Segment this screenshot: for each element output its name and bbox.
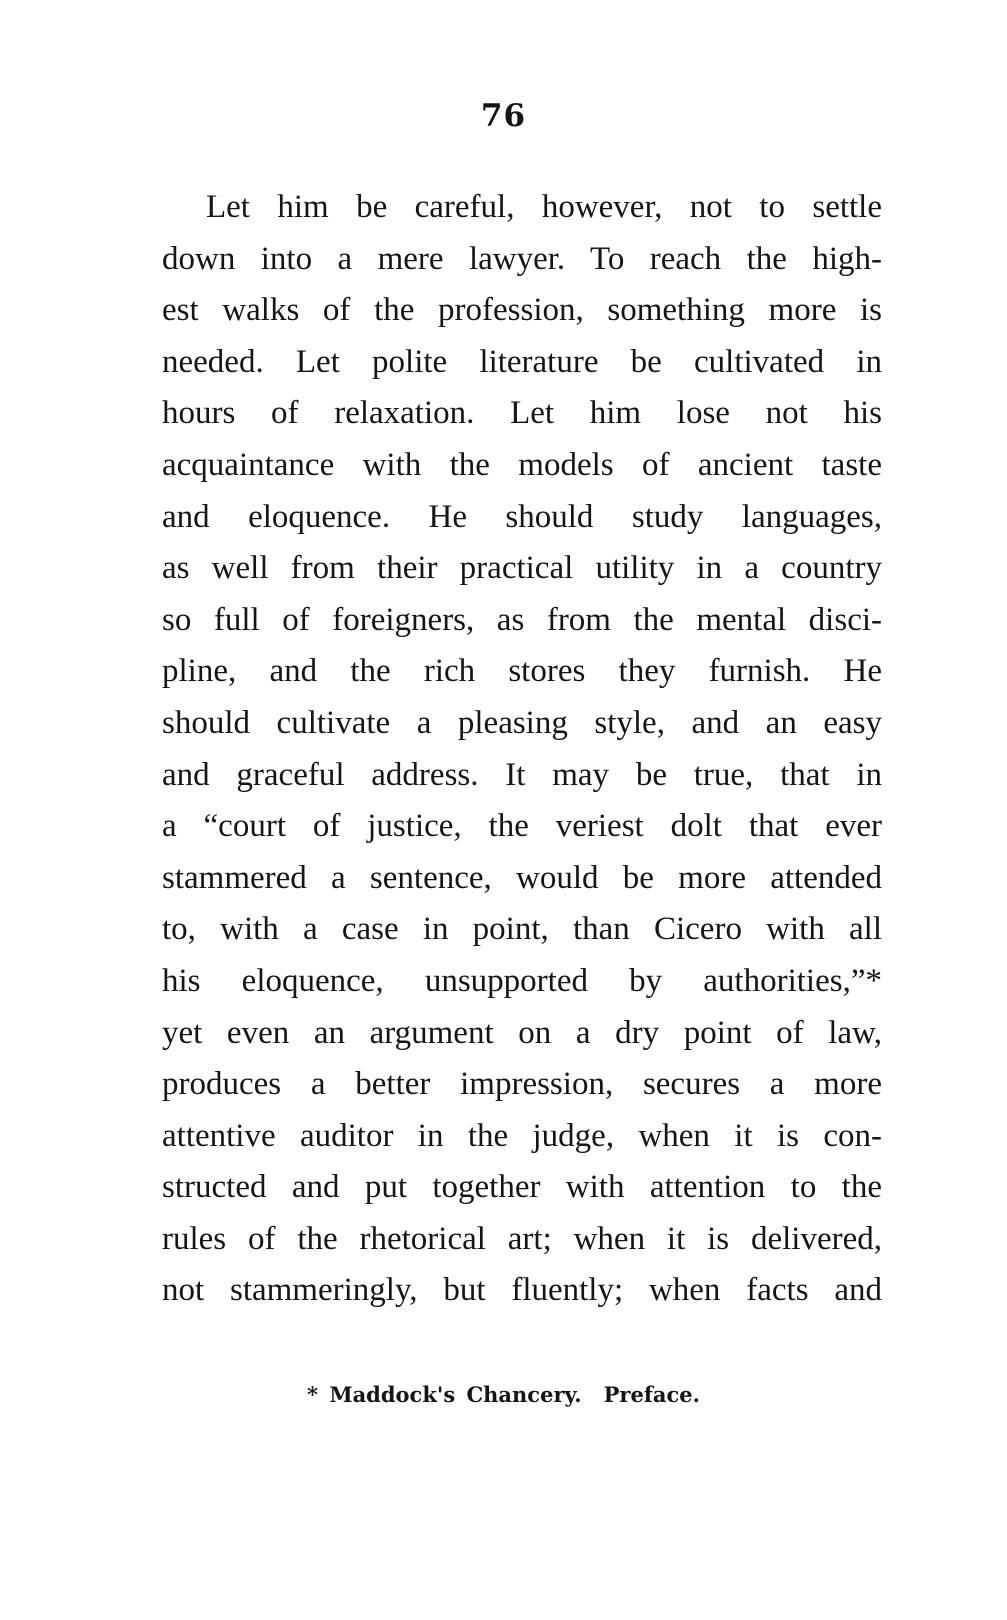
body-text	[162, 182, 882, 1317]
text-line: to, with a case in point, than Cicero with all	[162, 911, 882, 948]
text-line: yet even an argument on a dry point of law,	[162, 1014, 882, 1051]
text-line: and eloquence. He should study languages,	[162, 498, 882, 535]
text-line: and graceful address. It may be true, that in	[162, 756, 882, 793]
text-line: Let him be careful, however, not to settle	[206, 189, 882, 225]
text-line: pline, and the rich stores they furnish. He	[162, 653, 882, 690]
text-line: acquaintance with the models of ancient taste	[162, 446, 882, 483]
text-line: needed. Let polite literature be cultivated in	[162, 343, 882, 380]
text-line: rules of the rhetorical art; when it is delivered,	[162, 1220, 882, 1257]
text-line: attentive auditor in the judge, when it is con-	[162, 1117, 882, 1154]
text-line: down into a mere lawyer. To reach the high-	[162, 240, 882, 277]
footnote	[0, 1382, 1007, 1407]
text-line: est walks of the profession, something more is	[162, 292, 882, 329]
footnote-section: Preface.	[603, 1382, 700, 1407]
text-line: structed and put together with attention to the	[162, 1169, 882, 1206]
text-line: stammered a sentence, would be more attended	[162, 859, 882, 896]
text-line: not stammeringly, but fluently; when facts and	[162, 1272, 882, 1309]
page-number: 76	[480, 98, 527, 134]
text-line: hours of relaxation. Let him lose not his	[162, 395, 882, 432]
text-line: so full of foreigners, as from the mental disci-	[162, 601, 882, 638]
footnote-source: * Maddock's Chancery.	[307, 1382, 582, 1407]
text-line: his eloquence, unsupported by authorities,”*	[162, 962, 882, 999]
text-line: as well from their practical utility in a country	[162, 550, 882, 587]
text-line: produces a better impression, secures a more	[162, 1066, 882, 1103]
text-line: should cultivate a pleasing style, and an easy	[162, 704, 882, 741]
text-line: a “court of justice, the veriest dolt that ever	[162, 808, 882, 845]
